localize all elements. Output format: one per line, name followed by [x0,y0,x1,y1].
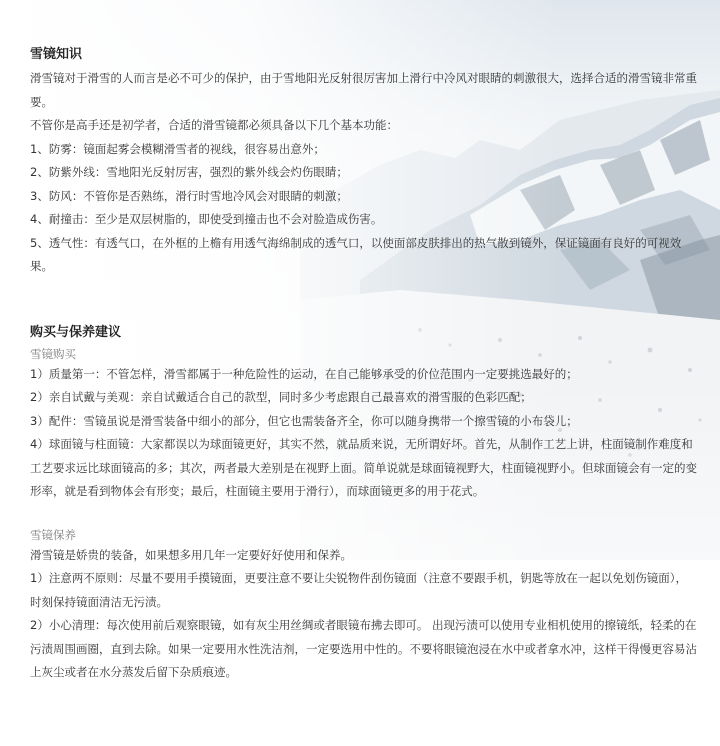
care-item-cleaning: 2）小心清理：每次使用前后观察眼镜，如有灰尘用丝绸或者眼镜布拂去即可。 出现污渍可以使用专业相机使用的擦镜纸，轻柔的在污渍周围画圈，直到去除。如果一定要用水性洗洁剂，一定要选用中性的。不要将眼镜泡浸在水中或者拿水冲，这样干得慢更容易沾上灰尘或者在水分蒸发后留下杂质痕迹。 [30,618,697,679]
care-intro: 滑雪镜是娇贵的装备，如果想多用几年一定要好好使用和保养。 [30,547,352,562]
section-title-advice: 购买与保养建议 [30,324,122,340]
knowledge-intro: 滑雪镜对于滑雪的人而言是必不可少的保护，由于雪地阳光反射很厉害加上滑行中冷风对眼睛的刺激很大，选择合适的滑雪镜非常重要。 [30,71,697,109]
section-title-knowledge: 雪镜知识 [30,47,83,62]
subtitle-buying: 雪镜购买 [30,346,76,361]
function-item-windproof: 3、防风：不管你是否熟练，滑行时雪地冷风会对眼睛的刺激； [30,188,348,203]
buying-item-accessories: 3）配件：雪镜虽说是滑雪装备中细小的部分，但它也需装备齐全，你可以随身携带一个擦雪镜的小布袋儿； [30,413,578,428]
buying-item-lens-type: 4）球面镜与柱面镜：大家都误以为球面镜更好，其实不然，就品质来说，无所谓好坏。首先，从制作工艺上讲，柱面镜制作难度和工艺要求远比球面镜高的多；其次，两者最大差别是在视野上面。简单说就是球面镜视野大，柱面镜视野小。但球面镜会有一定的变形率，就是看到物体会有形变；最后，柱面镜主要用于滑行），而球面镜更多的用于花式。 [30,437,697,498]
subtitle-care: 雪镜保养 [30,527,76,542]
function-item-antifog: 1、防雾：镜面起雾会模糊滑雪者的视线，很容易出意外； [30,141,325,156]
buying-item-tryon: 2）亲自试戴与美观：亲自试戴适合自己的款型，同时多少考虑跟自己最喜欢的滑雪服的色彩匹配； [30,390,532,404]
article [30,0,698,685]
buying-item-quality: 1）质量第一：不管怎样，滑雪都属于一种危险性的运动，在自己能够承受的价位范围内一定要挑选最好的； [30,366,578,381]
function-item-impact: 4、耐撞击：至少是双层树脂的，即使受到撞击也不会对脸造成伤害。 [30,212,383,226]
care-item-two-rules: 1）注意两不原则：尽量不要用手摸镜面，更要注意不要让尖锐物件刮伤镜面（注意不要跟手机，钥匙等放在一起以免划伤镜面），时刻保持镜面清洁无污渍。 [30,571,688,609]
function-item-ventilation: 5、透气性：有透气口，在外框的上檐有用透气海绵制成的透气口，以使面部皮肤排出的热气散到镜外，保证镜面有良好的可视效果。 [30,235,682,273]
function-item-uv: 2、防紫外线：雪地阳光反射厉害，强烈的紫外线会灼伤眼睛； [30,165,348,179]
knowledge-lead: 不管你是高手还是初学者，合适的滑雪镜都必须具备以下几个基本功能： [30,118,398,132]
